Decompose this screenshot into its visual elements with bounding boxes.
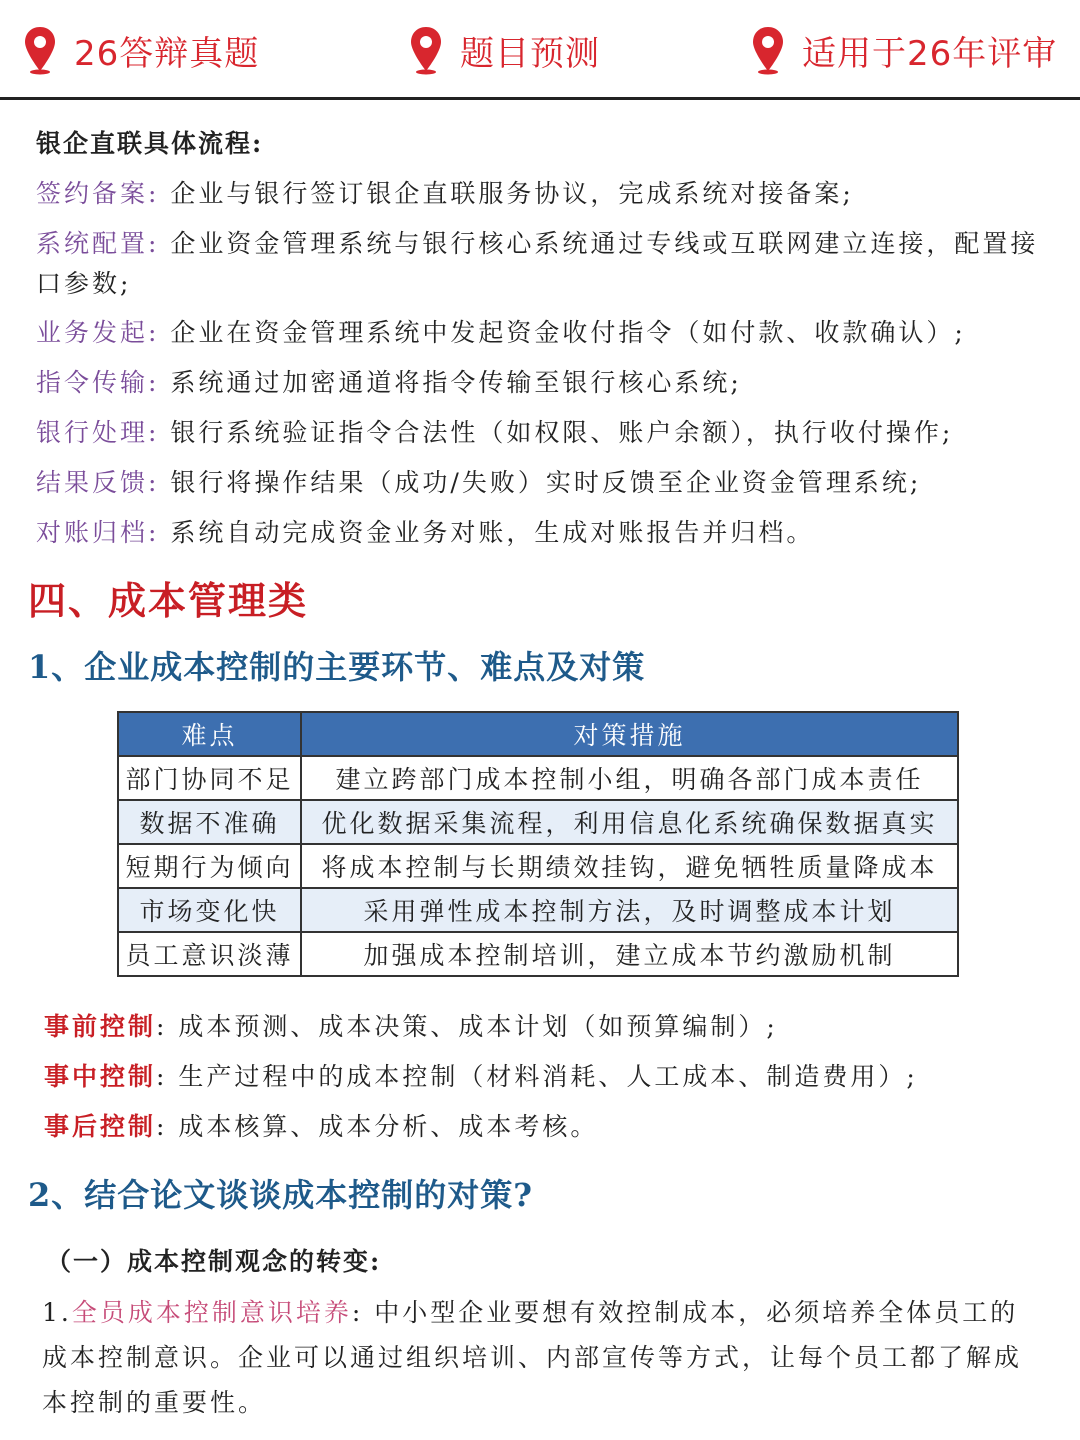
top-banner — [0, 0, 1080, 100]
table-row — [118, 800, 958, 844]
step-label: 业务发起: — [36, 318, 160, 347]
step-text: 银行将操作结果（成功/失败）实时反馈至企业资金管理系统; — [170, 468, 922, 497]
header-item-3 — [750, 22, 1057, 78]
table-row — [118, 932, 958, 976]
step-text: 系统自动完成资金业务对账，生成对账报告并归档。 — [170, 518, 815, 547]
process-title: 银企直联具体流程: — [36, 129, 264, 158]
process-step — [36, 174, 1046, 214]
table-cell: 加强成本控制培训，建立成本节约激励机制 — [301, 932, 958, 976]
item-text: : 中小型企业要想有效控制成本，必须培养全体员工的成本控制意识。企业可以通过组织培训、内部宣传等方式，让每个员工都了解成本控制的重要性。 — [42, 1298, 1023, 1417]
control-text: : 成本预测、成本决策、成本计划（如预算编制）; — [156, 1012, 778, 1041]
question-2-title: 2、结合论文谈谈成本控制的对策? — [28, 1176, 534, 1214]
paragraph — [42, 1290, 1042, 1425]
header-item-2 — [408, 22, 600, 78]
step-text: 系统通过加密通道将指令传输至银行核心系统; — [170, 368, 742, 397]
table-row — [118, 844, 958, 888]
header-label: 适用于26年评审 — [802, 33, 1058, 74]
table-cell: 将成本控制与长期绩效挂钩，避免牺牲质量降成本 — [301, 844, 958, 888]
table-cell: 短期行为倾向 — [118, 844, 301, 888]
control-item — [44, 1057, 1054, 1097]
control-item — [44, 1007, 1054, 1047]
item-number: 1. — [42, 1298, 72, 1327]
control-item — [44, 1107, 1054, 1147]
control-label: 事中控制 — [44, 1062, 157, 1091]
section-title: 四、成本管理类 — [28, 578, 309, 623]
process-step — [36, 513, 1046, 553]
step-label: 对账归档: — [36, 518, 160, 547]
location-pin-icon — [408, 25, 444, 75]
table-header-row — [118, 712, 958, 756]
process-step — [36, 363, 1046, 403]
table-cell: 部门协同不足 — [118, 756, 301, 800]
location-pin-icon — [750, 25, 786, 75]
process-step — [36, 413, 1046, 453]
step-label: 签约备案: — [36, 179, 160, 208]
subsection-title: （一）成本控制观念的转变: — [46, 1247, 382, 1276]
control-label: 事后控制 — [44, 1112, 157, 1141]
step-text: 银行系统验证指令合法性（如权限、账户余额），执行收付操作; — [170, 418, 954, 447]
table-cell: 员工意识淡薄 — [118, 932, 301, 976]
item-label: 全员成本控制意识培养 — [71, 1298, 352, 1327]
step-text: 企业在资金管理系统中发起资金收付指令（如付款、收款确认）; — [170, 318, 966, 347]
table-cell: 优化数据采集流程，利用信息化系统确保数据真实 — [301, 800, 958, 844]
header-item-1 — [22, 22, 259, 78]
table-cell: 采用弹性成本控制方法，及时调整成本计划 — [301, 888, 958, 932]
step-label: 结果反馈: — [36, 468, 160, 497]
step-text: 企业资金管理系统与银行核心系统通过专线或互联网建立连接，配置接口参数; — [36, 229, 1039, 298]
control-text: : 生产过程中的成本控制（材料消耗、人工成本、制造费用）; — [156, 1062, 918, 1091]
table-cell: 市场变化快 — [118, 888, 301, 932]
header-label: 26答辩真题 — [74, 33, 260, 74]
step-label: 指令传输: — [36, 368, 160, 397]
table-cell: 数据不准确 — [118, 800, 301, 844]
header-label: 题目预测 — [460, 33, 600, 74]
location-pin-icon — [22, 25, 58, 75]
table-row — [118, 888, 958, 932]
step-label: 银行处理: — [36, 418, 160, 447]
process-step — [36, 224, 1046, 304]
step-label: 系统配置: — [36, 229, 160, 258]
process-step — [36, 463, 1046, 503]
question-1-title: 1、企业成本控制的主要环节、难点及对策 — [28, 648, 646, 686]
table-header: 难点 — [118, 712, 301, 756]
step-text: 企业与银行签订银企直联服务协议，完成系统对接备案; — [170, 179, 854, 208]
table-cell: 建立跨部门成本控制小组，明确各部门成本责任 — [301, 756, 958, 800]
table-row — [118, 756, 958, 800]
difficulty-table — [117, 711, 959, 977]
control-text: : 成本核算、成本分析、成本考核。 — [156, 1112, 599, 1141]
process-step — [36, 313, 1046, 353]
table-header: 对策措施 — [301, 712, 958, 756]
control-label: 事前控制 — [44, 1012, 157, 1041]
